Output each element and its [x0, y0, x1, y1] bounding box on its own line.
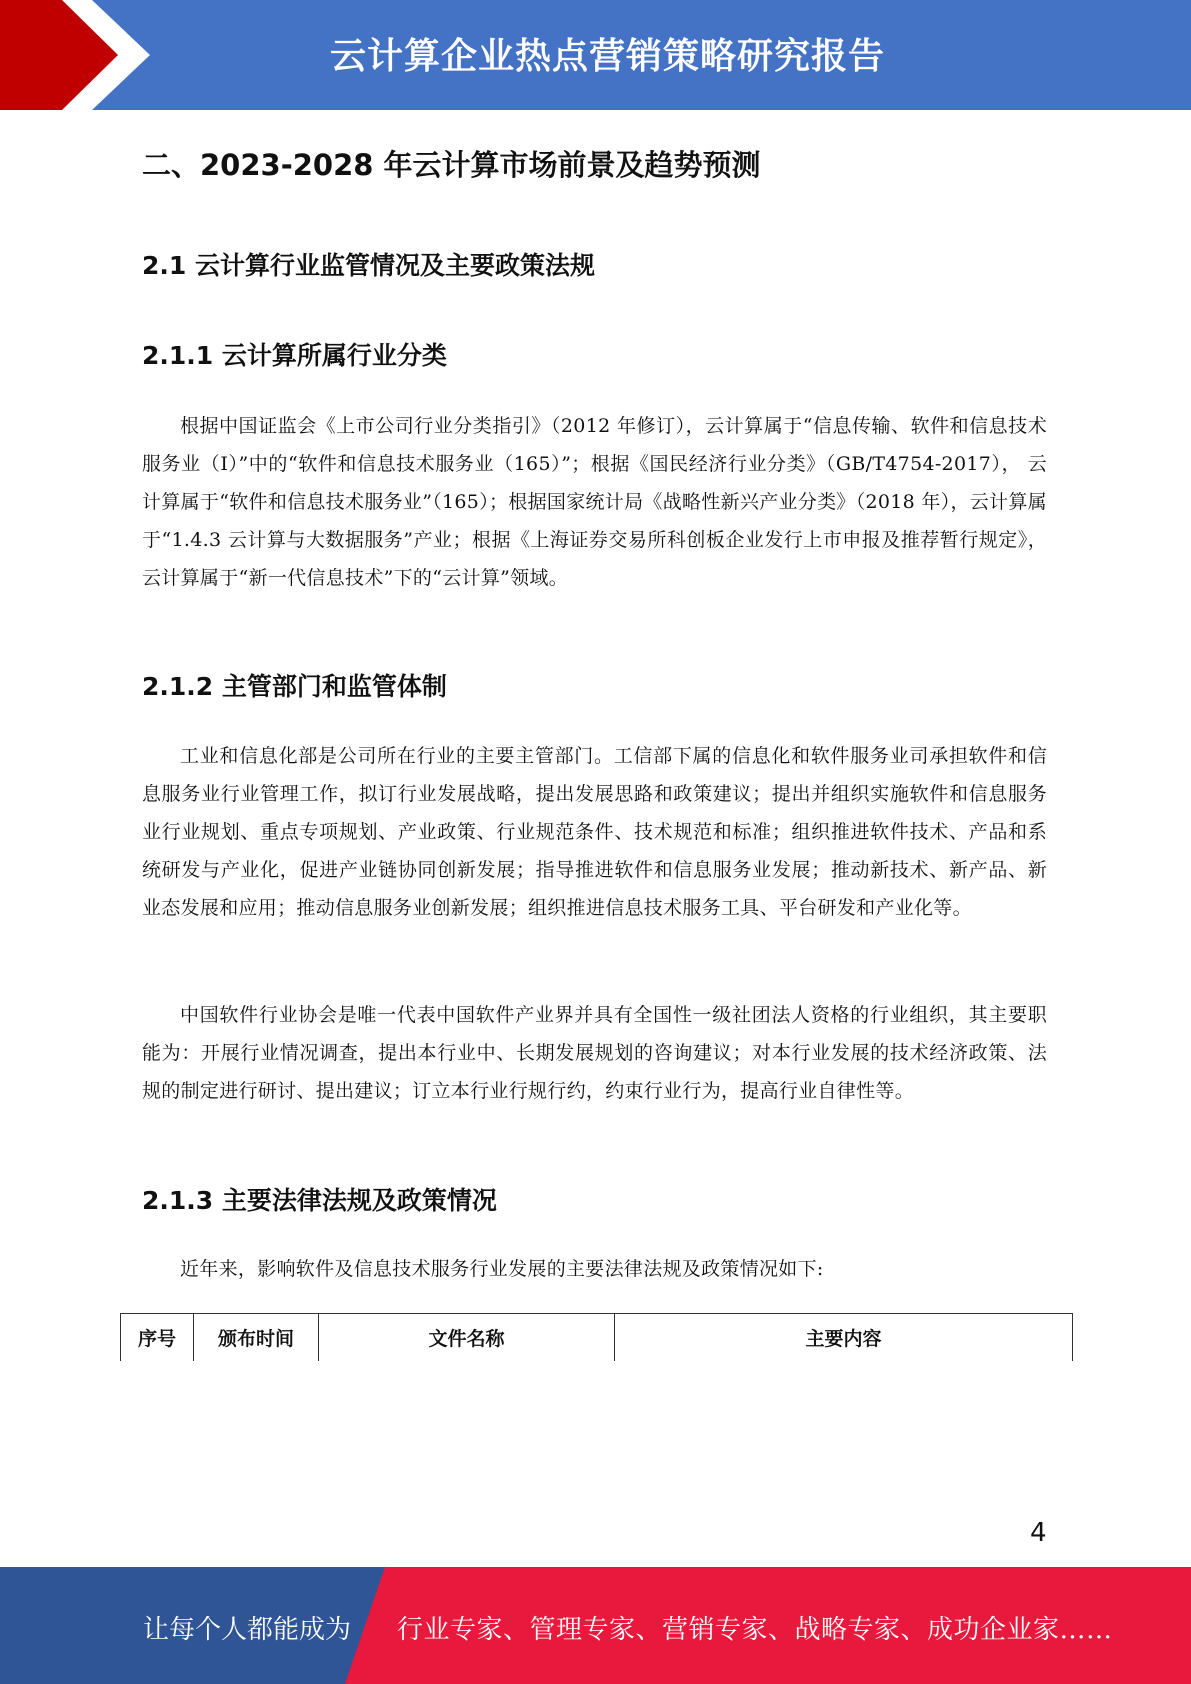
table-header-row: [121, 1314, 1073, 1362]
section-2-1-2-paragraph-1: 工业和信息化部是公司所在行业的主要主管部门。工信部下属的信息化和软件服务业司承担软件和信息服务业行业管理工作，拟订行业发展战略，提出发展思路和政策建议；提出并组织实施软件和信息服务业行业规划、重点专项规划、产业政策、行业规范条件、技术规范和标准；组织推进软件技术、产品和系统研发与产业化，促进产业链协同创新发展；指导推进软件和信息服务业发展；推动新技术、新产品、新业态发展和应用；推动信息服务业创新发展；组织推进信息技术服务工具、平台研发和产业化等。: [142, 745, 1047, 919]
section-2-1-1-paragraph: 根据中国证监会《上市公司行业分类指引》（2012 年修订），云计算属于“信息传输、软件和信息技术服务业（I）”中的“软件和信息技术服务业（165）”；根据《国民经济行业分类》（GB/T4754-2017）， 云计算属于“软件和信息技术服务业”（165）；根据国家统计局《战略性新兴产业分类》（2018 年），云计算属于“1.4.3 云计算与大数据服务”产业；根据《上海证券交易所科创板企业发行上市申报及推荐暂行规定》，云计算属于“新一代信息技术”下的“云计算”领域。: [142, 415, 1047, 589]
page-footer: [0, 1567, 1191, 1684]
section-2-1-1-title: 2.1.1 云计算所属行业分类: [142, 341, 447, 370]
column-header-document-name: 文件名称: [319, 1314, 615, 1362]
column-header-date: 颁布时间: [194, 1314, 319, 1362]
policy-table: [120, 1313, 1073, 1361]
page-header: [0, 0, 1191, 110]
column-header-index: 序号: [121, 1314, 194, 1362]
chapter-title: 二、2023-2028 年云计算市场前景及趋势预测: [142, 148, 761, 182]
section-2-1-2-title: 2.1.2 主管部门和监管体制: [142, 672, 447, 701]
column-header-main-content: 主要内容: [615, 1314, 1073, 1362]
section-2-1-title: 2.1 云计算行业监管情况及主要政策法规: [142, 251, 595, 280]
footer-slogan-right: 行业专家、管理专家、营销专家、战略专家、成功企业家……: [397, 1615, 1113, 1645]
section-2-1-2-paragraph-2: 中国软件行业协会是唯一代表中国软件产业界并具有全国性一级社团法人资格的行业组织，其主要职能为：开展行业情况调查，提出本行业中、长期发展规划的咨询建议；对本行业发展的技术经济政策、法规的制定进行研讨、提出建议；订立本行业行规行约，约束行业行为，提高行业自律性等。: [142, 1004, 1047, 1102]
footer-slogan-left: 让每个人都能成为: [143, 1615, 352, 1645]
page-number: 4: [1030, 1518, 1047, 1548]
section-2-1-3-paragraph: 近年来，影响软件及信息技术服务行业发展的主要法律法规及政策情况如下:: [180, 1258, 824, 1280]
section-2-1-3-title: 2.1.3 主要法律法规及政策情况: [142, 1186, 497, 1215]
report-title: 云计算企业热点营销策略研究报告: [329, 36, 885, 77]
